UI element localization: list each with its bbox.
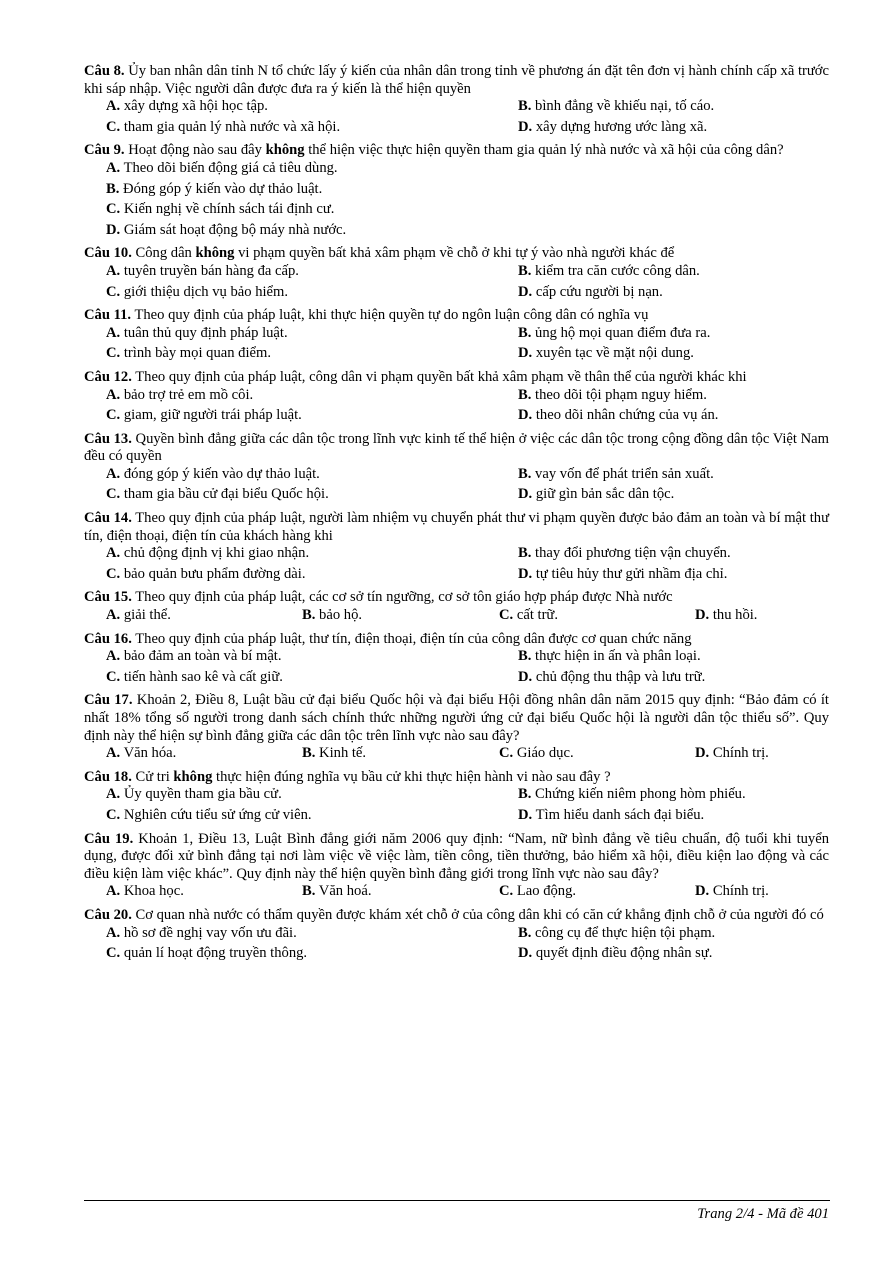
option-letter: B. (518, 98, 532, 115)
option-letter: B. (518, 924, 532, 941)
question-number: Câu 11. (84, 307, 132, 324)
question-text: Cử tri (135, 768, 174, 785)
answer-option (84, 222, 829, 243)
option-text: giữ gìn bản sắc dân tộc. (535, 486, 675, 503)
option-text: thay đổi phương tiện vận chuyển. (535, 545, 731, 562)
question-block (84, 631, 829, 690)
question-stem (84, 769, 829, 787)
option-text: Tìm hiểu danh sách đại biểu. (535, 806, 705, 823)
question-text: Ủy ban nhân dân tỉnh N tổ chức lấy ý kiến của nhân dân trong tỉnh về phương án đặt tên đơn vị hành chính cấp xã trước khi sáp nhập. Việc người dân được đưa ra ý kiến là thể hiện quyền (84, 63, 829, 97)
option-text: Theo dõi biến động giá cả tiêu dùng. (123, 159, 338, 176)
answer-option (496, 466, 829, 487)
option-letter: A. (106, 465, 121, 482)
question-block (84, 431, 829, 507)
option-text: giam, giữ người trái pháp luật. (123, 407, 302, 424)
footer-divider (84, 1200, 830, 1201)
option-text: theo dõi nhân chứng của vụ án. (535, 407, 719, 424)
question-stem (84, 369, 829, 387)
answer-options (84, 466, 829, 507)
question-stem (84, 907, 829, 925)
option-text: quản lí hoạt động truyền thông. (123, 945, 308, 962)
question-stem (84, 631, 829, 649)
answer-options (84, 745, 829, 766)
option-text: thực hiện in ấn và phân loại. (535, 648, 701, 665)
option-text: Ủy quyền tham gia bầu cử. (123, 786, 282, 803)
answer-options (84, 883, 829, 904)
option-letter: B. (106, 180, 120, 197)
question-text: Hoạt động nào sau đây (128, 142, 266, 159)
option-letter: C. (106, 668, 121, 685)
answer-option (84, 545, 496, 566)
option-letter: D. (518, 283, 533, 300)
option-text: tuyên truyền bán hàng đa cấp. (123, 262, 299, 279)
question-number: Câu 16. (84, 630, 132, 647)
option-letter: C. (499, 883, 514, 900)
option-text: Lao động. (516, 883, 577, 900)
answer-option (477, 883, 673, 904)
answer-options (84, 925, 829, 966)
answer-option (673, 883, 829, 904)
option-letter: C. (106, 806, 121, 823)
question-block (84, 692, 829, 765)
question-stem (84, 589, 829, 607)
answer-options (84, 648, 829, 689)
question-block (84, 307, 829, 366)
answer-option (84, 745, 280, 766)
answer-option (496, 284, 829, 305)
option-text: Chính trị. (712, 745, 769, 762)
option-letter: A. (106, 545, 121, 562)
option-letter: D. (518, 668, 533, 685)
option-text: bảo đảm an toàn và bí mật. (123, 648, 282, 665)
question-number: Câu 9. (84, 142, 125, 159)
question-text: Theo quy định của pháp luật, công dân vi phạm quyền bất khả xâm phạm về thân thể của người khác khi (135, 368, 747, 385)
option-text: Nghiên cứu tiểu sử ứng cử viên. (123, 806, 312, 823)
answer-option (84, 160, 829, 181)
answer-option (496, 263, 829, 284)
answer-option (477, 607, 673, 628)
question-stem (84, 63, 829, 98)
option-text: giải thể. (123, 607, 171, 624)
option-text: tiến hành sao kê và cất giữ. (123, 668, 283, 685)
question-number: Câu 17. (84, 692, 133, 709)
question-stem (84, 307, 829, 325)
option-letter: C. (499, 607, 514, 624)
option-text: Chính trị. (712, 883, 769, 900)
answer-options (84, 160, 829, 242)
option-letter: C. (106, 283, 121, 300)
option-letter: D. (695, 883, 710, 900)
question-number: Câu 14. (84, 510, 132, 527)
option-letter: D. (518, 486, 533, 503)
answer-option (496, 945, 829, 966)
option-text: chủ động định vị khi giao nhận. (123, 545, 310, 562)
question-text: Khoản 1, Điều 13, Luật Bình đẳng giới năm 2006 quy định: “Nam, nữ bình đẳng về tiêu chuẩn, độ tuổi khi tuyển dụng, được đối xử bình đẳng tại nơi làm việc về việc làm, tiền công, tiền thưởng, bảo hiểm xã hội, điều kiện lao động và các điều kiện làm việc khác”. Quy định này thể hiện quyền bình đẳng giới trong lĩnh vực nào sau đây? (84, 830, 830, 882)
question-number: Câu 8. (84, 63, 125, 79)
option-text: cấp cứu người bị nạn. (535, 283, 663, 300)
option-text: xuyên tạc về mặt nội dung. (535, 345, 694, 362)
option-letter: D. (695, 607, 710, 624)
answer-option (477, 745, 673, 766)
answer-option (496, 648, 829, 669)
option-letter: B. (302, 607, 316, 624)
answer-option (84, 325, 496, 346)
option-text: Chứng kiến niêm phong hòm phiếu. (535, 786, 746, 803)
option-letter: A. (106, 786, 121, 803)
option-text: xây dựng hương ước làng xã. (535, 118, 708, 135)
option-letter: C. (106, 486, 121, 503)
answer-option (496, 325, 829, 346)
option-letter: D. (106, 221, 121, 238)
answer-option (84, 201, 829, 222)
question-block (84, 369, 829, 428)
answer-option (84, 345, 496, 366)
option-letter: B. (518, 545, 532, 562)
answer-option (84, 486, 496, 507)
option-letter: A. (106, 98, 121, 115)
option-text: hồ sơ đề nghị vay vốn ưu đãi. (123, 924, 297, 941)
question-stem (84, 245, 829, 263)
option-text: Kiến nghị về chính sách tái định cư. (123, 201, 335, 218)
option-text: bảo trợ trẻ em mồ côi. (123, 386, 254, 403)
answer-option (496, 119, 829, 140)
answer-option (84, 387, 496, 408)
answer-option (84, 786, 496, 807)
option-letter: A. (106, 745, 121, 762)
option-letter: B. (518, 324, 532, 341)
answer-options (84, 98, 829, 139)
answer-option (84, 925, 496, 946)
question-text: Theo quy định của pháp luật, khi thực hiện quyền tự do ngôn luận công dân có nghĩa vụ (134, 307, 649, 324)
question-text: Quyền bình đẳng giữa các dân tộc trong lĩnh vực kinh tế thể hiện ở việc các dân tộc trong cộng đồng dân tộc Việt Nam đều có quyền (84, 430, 829, 465)
question-number: Câu 13. (84, 430, 132, 447)
option-text: Khoa học. (123, 883, 184, 900)
question-text: Khoản 2, Điều 8, Luật bầu cử đại biểu Quốc hội và đại biểu Hội đồng nhân dân năm 2015 quy định: “Bảo đảm có ít nhất 18% tổng số người trong danh sách chính thức những người ứng cử đại biểu Quốc hội là người dân tộc thiểu số”. Quy định này thể hiện sự bình đẳng giữa các dân tộc trên lĩnh vực nào sau đây? (84, 692, 829, 744)
option-letter: B. (518, 262, 532, 279)
answer-option (280, 745, 477, 766)
question-stem (84, 831, 829, 884)
question-text: thể hiện việc thực hiện quyền tham gia quản lý nhà nước và xã hội của công dân? (304, 142, 784, 159)
question-block (84, 245, 829, 304)
option-letter: A. (106, 924, 121, 941)
answer-options (84, 607, 829, 628)
answer-option (496, 98, 829, 119)
option-text: bảo quản bưu phẩm đường dài. (123, 565, 306, 582)
answer-option (84, 407, 496, 428)
option-text: tham gia bầu cử đại biểu Quốc hội. (123, 486, 329, 503)
exam-page-content (84, 63, 829, 969)
option-letter: A. (106, 159, 121, 176)
option-text: quyết định điều động nhân sự. (535, 945, 713, 962)
answer-options (84, 545, 829, 586)
option-letter: B. (518, 465, 532, 482)
option-text: kiểm tra căn cước công dân. (535, 262, 700, 279)
option-letter: C. (106, 201, 121, 218)
option-text: tự tiêu hủy thư gửi nhầm địa chỉ. (535, 565, 728, 582)
question-stem (84, 510, 829, 545)
answer-option (84, 119, 496, 140)
answer-option (496, 545, 829, 566)
answer-options (84, 786, 829, 827)
answer-option (84, 466, 496, 487)
question-number: Câu 10. (84, 245, 132, 262)
question-block (84, 769, 829, 828)
answer-option (84, 607, 280, 628)
option-text: Giáo dục. (516, 745, 574, 762)
option-text: thu hồi. (712, 607, 758, 624)
option-letter: C. (106, 945, 121, 962)
question-block (84, 589, 829, 627)
question-block (84, 907, 829, 966)
option-letter: A. (106, 262, 121, 279)
answer-option (84, 263, 496, 284)
option-text: theo dõi tội phạm nguy hiểm. (535, 386, 707, 403)
question-stem (84, 431, 829, 466)
option-letter: C. (106, 565, 121, 582)
option-letter: B. (302, 883, 316, 900)
answer-option (496, 345, 829, 366)
question-number: Câu 12. (84, 368, 132, 385)
answer-option (280, 883, 477, 904)
answer-option (84, 945, 496, 966)
answer-option (673, 745, 829, 766)
option-text: bình đẳng về khiếu nại, tố cáo. (535, 98, 715, 115)
option-letter: D. (695, 745, 710, 762)
question-number: Câu 15. (84, 589, 132, 606)
answer-option (496, 566, 829, 587)
option-text: công cụ để thực hiện tội phạm. (535, 924, 716, 941)
answer-options (84, 387, 829, 428)
answer-option (496, 786, 829, 807)
answer-options (84, 263, 829, 304)
answer-option (84, 648, 496, 669)
option-letter: A. (106, 386, 121, 403)
option-text: Đóng góp ý kiến vào dự thảo luật. (123, 180, 323, 197)
option-text: Giám sát hoạt động bộ máy nhà nước. (123, 221, 347, 238)
question-block (84, 63, 829, 139)
page-footer-label: Trang 2/4 - Mã đề 401 (697, 1206, 829, 1222)
option-letter: B. (302, 745, 316, 762)
option-letter: D. (518, 565, 533, 582)
question-text: Công dân (135, 245, 196, 262)
option-letter: A. (106, 607, 121, 624)
question-text: vi phạm quyền bất khả xâm phạm về chỗ ở khi tự ý vào nhà người khác để (234, 245, 675, 262)
answer-option (496, 807, 829, 828)
option-text: Văn hoá. (318, 883, 372, 900)
answer-option (84, 566, 496, 587)
option-letter: A. (106, 648, 121, 665)
question-emphasis: không (195, 245, 235, 262)
option-letter: D. (518, 345, 533, 362)
option-letter: D. (518, 806, 533, 823)
option-letter: D. (518, 118, 533, 135)
option-text: chủ động thu thập và lưu trữ. (535, 668, 706, 685)
question-text: Theo quy định của pháp luật, người làm nhiệm vụ chuyển phát thư vi phạm quyền được bảo đảm an toàn và bí mật thư tín, điện thoại, điện tín của khách hàng khi (84, 510, 829, 544)
option-letter: C. (106, 407, 121, 424)
answer-option (496, 925, 829, 946)
question-text: Theo quy định của pháp luật, thư tín, điện thoại, điện tín của công dân được cơ quan chức năng (135, 630, 692, 647)
option-text: vay vốn để phát triển sản xuất. (535, 465, 714, 482)
option-letter: C. (499, 745, 514, 762)
question-emphasis: không (173, 768, 213, 785)
option-letter: A. (106, 324, 121, 341)
answer-option (84, 284, 496, 305)
answer-option (84, 98, 496, 119)
option-text: tuân thủ quy định pháp luật. (123, 324, 288, 341)
question-block (84, 831, 829, 904)
option-letter: B. (518, 386, 532, 403)
option-text: Văn hóa. (123, 745, 177, 762)
option-text: xây dựng xã hội học tập. (123, 98, 268, 115)
question-number: Câu 18. (84, 768, 132, 785)
answer-option (496, 387, 829, 408)
option-text: đóng góp ý kiến vào dự thảo luật. (123, 465, 320, 482)
answer-option (496, 407, 829, 428)
answer-options (84, 325, 829, 366)
option-letter: B. (518, 786, 532, 803)
answer-option (84, 181, 829, 202)
option-letter: B. (518, 648, 532, 665)
option-letter: C. (106, 345, 121, 362)
answer-option (84, 883, 280, 904)
question-number: Câu 20. (84, 906, 132, 923)
question-number: Câu 19. (84, 830, 134, 847)
answer-option (84, 807, 496, 828)
option-letter: A. (106, 883, 121, 900)
answer-option (496, 669, 829, 690)
option-letter: C. (106, 118, 121, 135)
question-stem (84, 692, 829, 745)
option-letter: D. (518, 407, 533, 424)
question-text: Theo quy định của pháp luật, các cơ sở tín ngưỡng, cơ sở tôn giáo hợp pháp được Nhà nước (135, 589, 673, 606)
question-block (84, 510, 829, 586)
option-text: Kinh tế. (319, 745, 367, 762)
answer-option (496, 486, 829, 507)
option-text: trình bày mọi quan điểm. (123, 345, 271, 362)
option-text: giới thiệu dịch vụ bảo hiểm. (123, 283, 289, 300)
option-text: bảo hộ. (319, 607, 363, 624)
question-stem (84, 142, 829, 160)
option-letter: D. (518, 945, 533, 962)
question-emphasis: không (265, 142, 305, 159)
answer-option (673, 607, 829, 628)
option-text: tham gia quản lý nhà nước và xã hội. (123, 118, 341, 135)
question-text: thực hiện đúng nghĩa vụ bầu cử khi thực hiện hành vi nào sau đây ? (212, 768, 611, 785)
option-text: cất trữ. (516, 607, 558, 624)
question-text: Cơ quan nhà nước có thẩm quyền được khám xét chỗ ở của công dân khi có căn cứ khẳng định chỗ ở của người đó có (135, 906, 824, 923)
question-block (84, 142, 829, 242)
answer-option (84, 669, 496, 690)
answer-option (280, 607, 477, 628)
option-text: ủng hộ mọi quan điểm đưa ra. (535, 324, 711, 341)
